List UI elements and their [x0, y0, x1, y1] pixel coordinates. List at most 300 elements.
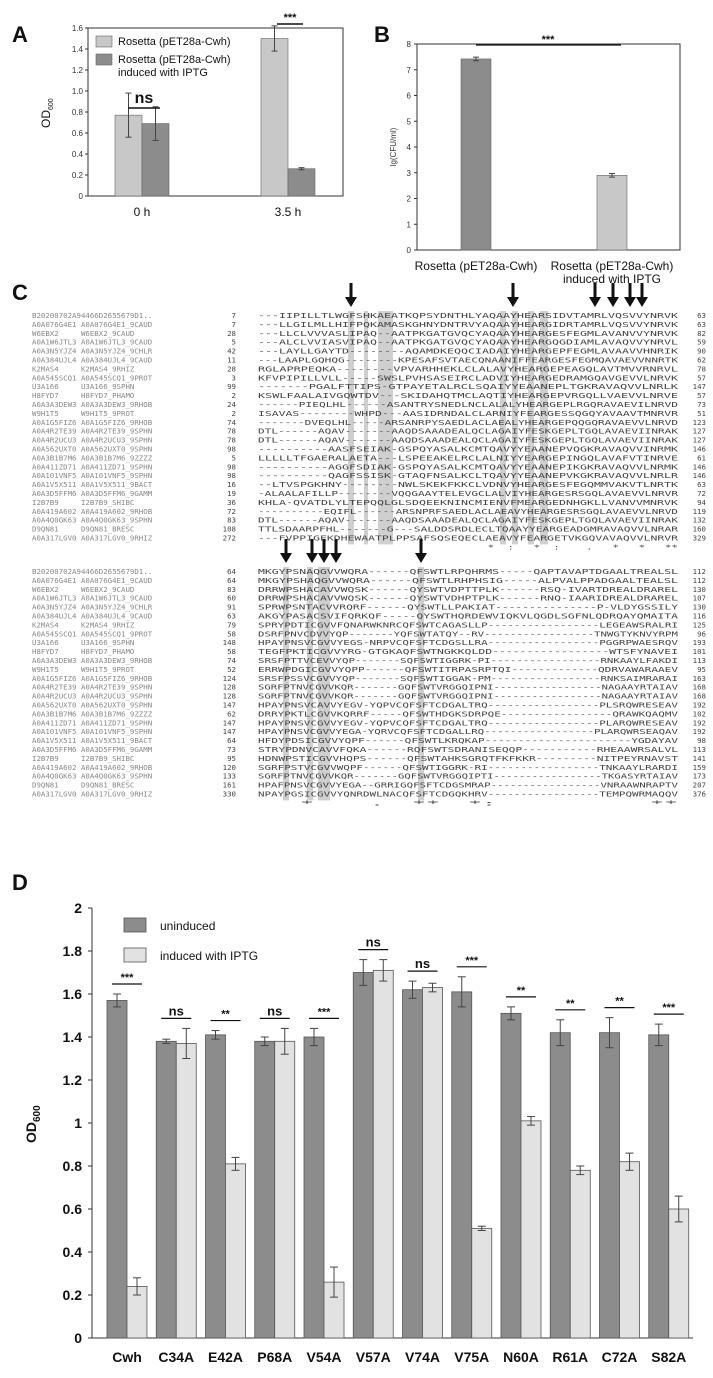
x-category-label: V57A: [355, 1349, 391, 1365]
y-tick-label: 6: [406, 91, 411, 101]
x-category-label: C72A: [601, 1349, 638, 1365]
alignment-start-position: 95: [227, 753, 236, 763]
x-category-label: E42A: [207, 1349, 244, 1365]
y-tick-label: 0: [74, 1330, 82, 1346]
significance-label: ***: [283, 12, 297, 24]
alignment-start-position: 7: [231, 319, 236, 329]
arrow-indicator-head: [345, 297, 357, 307]
alignment-sequence-id: A0A1V5X511 A0A1V5X511_9BACT: [32, 736, 153, 746]
alignment-start-position: 147: [222, 700, 236, 710]
alignment-end-position: 62: [697, 355, 706, 365]
alignment-end-position: 159: [692, 762, 706, 772]
y-tick-label: 0.2: [62, 1287, 82, 1303]
alignment-consensus: * . ** *: **: [258, 798, 678, 808]
alignment-sequence-id: A0A384UJL4 A0A384UJL4_9CAUD: [32, 611, 153, 621]
alignment-sequence-id: A0A101VNF5 A0A101VNF5_9SPHN: [32, 471, 153, 481]
alignment-end-position: 132: [692, 515, 706, 525]
panel-label-b: B: [374, 22, 390, 47]
alignment-sequence: SRSFPTTVCEVVYQP-------SQFSWTIGGRK-PI-----------------RNKAAYLFAKDI: [258, 656, 678, 665]
alignment-sequence: ---ALCLVVIASVIPAQ--AATPKGATGVQCYAQAAYHEARGQGDIAMLAVAQVVYNRVL: [258, 337, 679, 347]
alignment-end-position: 63: [697, 319, 706, 329]
alignment-sequence: KFVPIPILLVLL-----SWSLPVHSASEIRCLADVIYHEARGEDRAMGQAVGEVVLNRVK: [258, 373, 679, 383]
x-category-label: V75A: [454, 1349, 490, 1365]
alignment-sequence-id: A0A545SCQ1 A0A545SCQ1_9PROT: [32, 373, 153, 383]
alignment-sequence-id: A0A3D5FFM6 A0A3D5FFM6_9GAMM: [32, 745, 153, 754]
alignment-sequence: HPAYPNSVCGVVYEGA-YQRVCQFSFTCDGALLRQ-----------------PLARQWRSEAQAV: [258, 727, 679, 737]
alignment-sequence-id: A0A1W6JTL3 A0A1W6JTL3_9CAUD: [32, 337, 153, 347]
alignment-sequence-id: A0A4R2TE39 A0A4R2TE39_9SPHN: [32, 426, 153, 436]
y-axis-label-main: OD: [23, 1122, 39, 1143]
y-tick-label: 0: [406, 246, 411, 255]
alignment-end-position: 63: [697, 480, 706, 490]
alignment-start-position: 5: [231, 337, 236, 347]
alignment-sequence: ---LAAPLGQHQG--------KPESAFSVTAECQNAANIFFEARGESFEGMQAVAEVVNNRTK: [258, 355, 679, 365]
y-tick-label: 0.8: [71, 108, 83, 117]
alignment-sequence-id: A0A411ZD71 A0A411ZD71_9SPHN: [32, 718, 153, 728]
legend-label: Rosetta (pET28a-Cwh): [118, 36, 231, 48]
alignment-sequence-id: A0A101VNF5 A0A101VNF5_9SPHN: [32, 727, 153, 737]
alignment-sequence: SGRFPTNVCGVVKQR-------GQFSWTVRGGQIPNI-----------------NAGAAYRTAIAV: [258, 682, 679, 692]
panel-b-chart: [389, 34, 680, 286]
bar: [255, 1041, 275, 1338]
alignment-sequence: ----------AASFSEIAK-GSPQYASALKCMTQAVYYEAANEPVQGKRAVAQVVINRMK: [258, 444, 679, 454]
alignment-sequence-id: A0A1V5X511 A0A1V5X511_9BACT: [32, 480, 153, 490]
alignment-sequence: SPRYPDTICGVVFQNARWKNRCQFSWTCAGASLLP-----------------LEGEAWSRALRI: [258, 620, 678, 630]
panel-a-chart: [39, 12, 343, 219]
alignment-start-position: 78: [227, 426, 236, 436]
y-axis-label: [39, 98, 55, 128]
alignment-start-position: 64: [227, 567, 236, 576]
x-category-label: 0 h: [133, 205, 151, 219]
significance-label: **: [615, 995, 624, 1008]
panel-label-d: D: [12, 870, 28, 895]
alignment-start-position: 108: [222, 524, 236, 534]
alignment-start-position: 120: [222, 762, 236, 772]
alignment-sequence: DRRYPKTLCGVVKQRRF-----QFSWTHDGKSDRPQE-----------------QRAWKQAQMV: [258, 709, 679, 719]
alignment-sequence-id: A0A4R2TE39 A0A4R2TE39_9SPHN: [32, 682, 153, 692]
alignment-sequence: STRYPDNVCAVVFQKA------RQFSWTSDRANISEQQP-----------RHEAAWRSALVL: [258, 745, 679, 754]
alignment-end-position: 51: [697, 408, 706, 418]
x-category-label: Cwh: [112, 1349, 142, 1365]
arrow-indicator-head: [607, 297, 619, 307]
alignment-start-position: 99: [227, 382, 236, 392]
alignment-end-position: 113: [692, 745, 706, 754]
y-axis-label-sub: 600: [48, 98, 55, 110]
bar: [620, 1162, 640, 1338]
bar: [550, 1033, 570, 1338]
panel-label-c: C: [12, 280, 28, 305]
alignment-start-position: 52: [227, 664, 236, 674]
x-category-label: C34A: [158, 1349, 195, 1365]
alignment-end-position: 102: [692, 709, 706, 719]
alignment-end-position: 112: [692, 567, 706, 576]
alignment-end-position: 78: [697, 364, 706, 374]
alignment-end-position: 127: [692, 435, 706, 445]
y-tick-label: 0: [78, 192, 83, 201]
arrow-indicator-head: [589, 297, 601, 307]
y-tick-label: 1.2: [62, 1072, 82, 1088]
bar: [288, 169, 315, 196]
alignment-end-position: 147: [692, 382, 706, 392]
alignment-start-position: 330: [222, 789, 236, 799]
alignment-sequence: ERRWPDGICGVVYQPP------QFSWTITRPASRPTQI-------------QDRVAWARAAEV: [258, 664, 679, 674]
alignment-end-position: 113: [692, 656, 706, 665]
alignment-sequence: KHLA-QVATDLYLTEPQQLGLSDQEEKNINCMIENVFMEARGEDNHGKLLVANVVMNRVK: [258, 497, 679, 507]
alignment-start-position: 60: [227, 593, 236, 603]
y-tick-label: 0.4: [71, 150, 83, 159]
alignment-sequence: HPAFPNSVCGVVYEGA--GRRIGQFSFTCDGSMRAP-----------------VNRAAWNRAPTV: [258, 780, 679, 790]
alignment-sequence-id: K2MAS4 K2MAS4_9RHIZ: [32, 620, 135, 630]
bar: [261, 39, 288, 197]
bar: [156, 1041, 176, 1338]
alignment-sequence-id: A0A562UXT0 A0A562UXT0_9SPHN: [32, 700, 153, 710]
alignment-end-position: 163: [692, 673, 706, 683]
alignment-sequence: HFDYPDSICGVVYQPF------QFSWTLKRQKAP----------------------YGDAYAV: [258, 736, 679, 746]
alignment-end-position: 146: [692, 471, 706, 481]
alignment-sequence-id: U3A166 U3A166_9SPHN: [32, 638, 135, 648]
significance-label: ***: [120, 972, 134, 984]
alignment-end-position: 160: [692, 524, 706, 534]
alignment-end-position: 82: [697, 328, 706, 338]
alignment-sequence-id: A0A419A602 A0A419A602_9RHOB: [32, 762, 153, 772]
alignment-end-position: 123: [692, 417, 706, 427]
alignment-consensus: * : * : . * * **: [258, 542, 678, 552]
alignment-sequence: ---FVPPIGEKDHEWAATPLPPSAFSQSEQECLAEAVYFEARGETVKGQVAVAQVVLNRVR: [258, 533, 679, 543]
alignment-sequence: AKGYPASACSVIFQRKQF-----QYSWTHQRDEWVIQKVLQGDLSGFNLQDRQAYQMAITA: [258, 611, 679, 621]
alignment-end-position: 193: [692, 638, 706, 648]
alignment-sequence: -------DVEQLHL-----ARSANRPYSAEDLACLAEALYHEARGEPQQGQRAVAEVVLNRVD: [258, 417, 678, 427]
alignment-end-position: 116: [692, 611, 706, 621]
alignment-sequence-id: A0A317LGV0 A0A317LGV0_9RHIZ: [32, 789, 153, 799]
alignment-sequence-id: W9H1T5 W9H1T5_9PROT: [32, 408, 135, 418]
y-tick-label: 1.6: [71, 24, 83, 33]
alignment-sequence: DRRWPSHACAVVWQSK------QYSWTVDPTTPLK------RSQ-IVARTDREALDRAREL: [258, 584, 679, 594]
significance-label: **: [565, 997, 575, 1010]
y-axis-label: lg(CFU/ml): [389, 127, 398, 167]
alignment-sequence: LLLLLTFGAERALAETA---LSPEEAKELRCLALNIYYEARGEPINGQLAVAFVTINRVE: [258, 453, 678, 463]
alignment-sequence: TEGFPKTICGVVYRG-GTGKAQFSWTNGKKQLDD-----------------WTSFYNAVEI: [258, 647, 678, 657]
y-tick-label: 7: [406, 65, 411, 75]
bar: [600, 1033, 620, 1338]
bar: [521, 1121, 541, 1338]
alignment-end-position: 146: [692, 444, 706, 454]
significance-label: ***: [541, 34, 555, 46]
alignment-end-position: 72: [697, 489, 706, 498]
y-tick-label: 4: [406, 143, 411, 152]
x-category-label: Rosetta (pET28a-Cwh): [414, 259, 538, 273]
alignment-sequence-id: I2B7B9 I2B7B9_SHIBC: [32, 497, 135, 507]
alignment-sequence: ----------AGGFSDIAK-GSPQYASALKCMTQAVYYEAANEPIKGKRAVAQVVLNRMK: [258, 462, 679, 472]
alignment-sequence-id: A0A4Q0GK63 A0A4Q0GK63_9SPHN: [32, 771, 153, 781]
arrow-indicator-head: [624, 297, 636, 307]
alignment-end-position: 146: [692, 462, 706, 472]
alignment-sequence: -------PGALFTTIPS-GTPAYETALRCLSQAIYYEAANEPLTGKRAVAQVVLNRLK: [258, 382, 679, 392]
y-tick-label: 0.6: [62, 1201, 82, 1217]
alignment-sequence-id: A0A1W6JTL3 A0A1W6JTL3_9CAUD: [32, 593, 153, 603]
alignment-sequence-id: I2B7B9 I2B7B9_SHIBC: [32, 753, 135, 763]
arrow-indicator-head: [330, 553, 342, 563]
y-tick-label: 1.0: [71, 87, 83, 96]
alignment-sequence-id: D9QN81 D9QN81_BRESC: [32, 780, 135, 790]
alignment-end-position: 98: [697, 736, 706, 746]
alignment-end-position: 329: [692, 533, 706, 543]
alignment-start-position: 78: [227, 435, 236, 445]
alignment-start-position: 74: [227, 417, 236, 427]
alignment-sequence: ------PIEQLHL------ASANTRYSNEDLNCLALALYHEARGEPLRGQRAVAEVILNRVD: [258, 400, 678, 409]
alignment-start-position: 11: [227, 355, 236, 365]
alignment-sequence: SGRFPSTVCGVVWQPF------QFSWTIGGRK-RI-----------------TNKAAYLRARDI: [258, 762, 678, 772]
alignment-sequence: MKGYPSHAQGVVWQRA------QFSWTLRHPHSIG-----ALPVALPPADGAALTEALSL: [258, 575, 679, 585]
legend-label: induced with IPTG: [118, 67, 208, 79]
alignment-sequence-id: H8FYD7 H8FYD7_PHAMO: [32, 647, 135, 657]
alignment-start-position: 74: [227, 656, 236, 665]
alignment-end-position: 59: [697, 337, 706, 347]
alignment-end-position: 73: [697, 400, 706, 409]
x-category-label: S82A: [651, 1349, 687, 1365]
alignment-sequence-id: D9QN81 D9QN81_BRESC: [32, 524, 135, 534]
alignment-start-position: 58: [227, 629, 236, 639]
alignment-end-position: 107: [692, 593, 706, 603]
alignment-sequence-id: A0A4R2UCU3 A0A4R2UCU3_9SPHN: [32, 435, 153, 445]
alignment-end-position: 141: [692, 753, 706, 763]
arrow-indicator-head: [415, 553, 427, 563]
alignment-end-position: 192: [692, 718, 706, 728]
bar: [452, 992, 472, 1338]
significance-label: ns: [134, 90, 154, 107]
alignment-sequence: DRRWPSHACAVVWQSK------QYSWTVDHPTPLK------RNQ-IAARIDREALDRAREL: [258, 593, 679, 603]
alignment-start-position: 2: [231, 408, 236, 418]
alignment-end-position: 192: [692, 700, 706, 710]
alignment-sequence-id: U3A166 U3A166_9SPHN: [32, 382, 135, 392]
x-category-label: V74A: [404, 1349, 441, 1365]
significance-label: ***: [465, 954, 479, 967]
alignment-sequence: ---IIPILLTLWGFSHKAEATKQPSYDNTHLYAQAAYHEARSIDVTAMRLVQSVVYNRVK: [258, 311, 679, 320]
bar: [501, 1013, 521, 1338]
alignment-end-position: 125: [692, 620, 706, 630]
alignment-start-position: 272: [222, 533, 236, 543]
y-axis-label: [23, 1105, 43, 1143]
alignment-start-position: 64: [227, 575, 236, 585]
bar: [206, 1035, 226, 1338]
alignment-sequence: ----------QAGFSSISK-GTAQFNSALKCLTQAVYYEAANEPVKGKRAVAQVVLNRLR: [258, 471, 679, 481]
alignment-sequence: -ALAALAFILLP--------VQQGAAYTELEVGCLALVIYHEARGESRSGQLAVAEVVLNRVR: [258, 489, 679, 498]
legend-label: Rosetta (pET28a-Cwh): [118, 54, 231, 66]
alignment-sequence-id: A0A3D5FFM6 A0A3D5FFM6_9GAMM: [32, 489, 153, 498]
alignment-start-position: 83: [227, 584, 236, 594]
x-category-label: R61A: [552, 1349, 589, 1365]
alignment-end-position: 192: [692, 727, 706, 737]
alignment-end-position: 168: [692, 682, 706, 692]
x-category-label: 3.5 h: [274, 205, 302, 219]
arrow-indicator-head: [306, 553, 318, 563]
alignment-start-position: 7: [231, 311, 236, 320]
alignment-start-position: 133: [222, 771, 236, 781]
alignment-end-position: 61: [697, 453, 706, 463]
alignment-end-position: 101: [692, 647, 706, 657]
alignment-sequence: SGRFPTNVCGVVKQR-------GQFSWTVRGGQIPNI-----------------NAGAAYRTAIAV: [258, 691, 679, 701]
alignment-sequence: HPAYPNSVCGVVYEGS-NRPVCQFSFTCDGSLLRA-----------------PGGRPWAESRQV: [258, 638, 679, 648]
y-tick-label: 2: [74, 900, 82, 916]
bar: [226, 1164, 246, 1338]
significance-label: **: [516, 984, 526, 997]
alignment-end-position: 173: [692, 771, 706, 781]
alignment-sequence: SRSFPSSVCGVVYQP-------SQFSWTIGGAK-PM-----------------RNKSAIMRARAI: [258, 673, 678, 683]
alignment-sequence: ISAVAS--------WHPD---AASIDRNDALCLARNIYFEARGESSQGQYAVAAVTMNRVR: [258, 408, 679, 418]
alignment-sequence: SPRWPSNTACVVRQRF------QYSWTLLPAKIAT---------------P-VLDYGSSILY: [258, 602, 679, 612]
legend-label: induced with IPTG: [160, 949, 259, 963]
x-category-label: P68A: [257, 1349, 293, 1365]
arrow-indicator-head: [636, 297, 648, 307]
alignment-start-position: 24: [227, 400, 236, 409]
y-tick-label: 1.4: [71, 45, 83, 54]
alignment-end-position: 127: [692, 426, 706, 436]
legend-swatch: [124, 948, 146, 962]
alignment-sequence-id: A0A1G5FIZ6 A0A1G5FIZ6_9RHOB: [32, 673, 153, 683]
alignment-sequence-id: A0A1G5FIZ6 A0A1G5FIZ6_9RHOB: [32, 417, 153, 427]
alignment-start-position: 16: [227, 480, 236, 490]
alignment-start-position: 63: [227, 611, 236, 621]
alignment-sequence-id: A0A4Q0GK63 A0A4Q0GK63_9SPHN: [32, 515, 153, 525]
alignment-sequence-id: A0A317LGV0 A0A317LGV0_9RHIZ: [32, 533, 153, 543]
x-category-label: N60A: [503, 1349, 539, 1365]
alignment-start-position: 148: [222, 638, 236, 648]
alignment-start-position: 79: [227, 620, 236, 630]
legend-swatch: [124, 918, 146, 932]
alignment-sequence-id: B20200702A94466D2655679D1..: [32, 567, 153, 576]
alignment-sequence-id: A0A411ZD71 A0A411ZD71_9SPHN: [32, 462, 153, 472]
alignment-start-position: 124: [222, 673, 236, 683]
alignment-sequence-id: A0A3B1B7M6 A0A3B1B7M6_9ZZZZ: [32, 709, 153, 719]
alignment-start-position: 36: [227, 497, 236, 507]
alignment-start-position: 62: [227, 709, 236, 719]
alignment-start-position: 28: [227, 328, 236, 338]
alignment-end-position: 112: [692, 575, 706, 585]
alignment-end-position: 130: [692, 584, 706, 594]
alignment-sequence-id: A0A562UXT0 A0A562UXT0_9SPHN: [32, 444, 153, 454]
bar: [403, 990, 423, 1338]
alignment-sequence-id: W9H1T5 W9H1T5_9PROT: [32, 664, 135, 674]
y-tick-label: 1.6: [62, 986, 82, 1002]
alignment-sequence-id: K2MAS4 K2MAS4_9RHIZ: [32, 364, 135, 374]
legend-swatch: [96, 54, 112, 65]
panel-label-a: A: [12, 22, 28, 47]
alignment-sequence: --LTVSPGKHNY--------NWLSKEKFKKCLVDNVYHEARGESFEGQMMVAKVTLNRTK: [258, 480, 679, 490]
bar: [669, 1209, 689, 1338]
alignment-start-position: 147: [222, 727, 236, 737]
alignment-start-position: 161: [222, 780, 236, 790]
alignment-end-position: 94: [697, 497, 706, 507]
alignment-end-position: 57: [697, 373, 706, 383]
bar: [461, 59, 491, 250]
y-tick-label: 1.8: [62, 943, 82, 959]
alignment-sequence: MKGYPSNAQGVVWQRA------QFSWTLRPQHRMS-----QAPTAVAPTDGAALTREALSL: [258, 567, 679, 576]
panel-c-alignment: [32, 283, 707, 807]
alignment-start-position: 73: [227, 745, 236, 754]
alignment-sequence-id: A0A3A3DEW3 A0A3A3DEW3_9RHOB: [32, 656, 153, 665]
alignment-start-position: 128: [222, 682, 236, 692]
arrow-indicator-head: [507, 297, 519, 307]
bar: [176, 1043, 196, 1338]
y-tick-label: 1: [74, 1115, 82, 1131]
x-category-label: Rosetta (pET28a-Cwh): [550, 259, 674, 273]
alignment-start-position: 147: [222, 718, 236, 728]
plot-frame: [417, 44, 680, 250]
y-tick-label: 2: [406, 194, 411, 204]
bar: [304, 1037, 324, 1338]
alignment-sequence-id: A0A3B1B7M6 A0A3B1B7M6_9ZZZZ: [32, 453, 153, 463]
arrow-indicator-head: [318, 553, 330, 563]
alignment-sequence: DTL------AQAV-------AAQDSAAADEALQCLAGAIYFESKGEPLTGQLAVAEVIINRAK: [258, 435, 679, 445]
y-tick-label: 0.2: [71, 171, 83, 180]
alignment-sequence-id: A0A4R2UCU3 A0A4R2UCU3_9SPHN: [32, 691, 153, 701]
y-tick-label: 0.8: [62, 1158, 82, 1174]
significance-label: ns: [267, 1003, 283, 1019]
alignment-sequence-id: A0A076G4E1 A0A076G4E1_9CAUD: [32, 319, 153, 329]
bar: [597, 175, 627, 250]
y-tick-label: 1: [406, 220, 411, 230]
alignment-sequence-id: A0A545SCQ1 A0A545SCQ1_9PROT: [32, 629, 153, 639]
x-category-label: V54A: [306, 1349, 342, 1365]
alignment-end-position: 63: [697, 311, 706, 320]
y-tick-label: 0.4: [62, 1244, 82, 1260]
alignment-sequence: DTL------AQAV-------AAQDSAAADEALQCLAGAIYFESKGEPLTGQLAVAEVIINRAK: [258, 426, 679, 436]
y-tick-label: 3: [406, 168, 411, 178]
alignment-start-position: 3: [231, 373, 236, 383]
alignment-start-position: 98: [227, 462, 236, 472]
legend-label: uninduced: [160, 919, 216, 933]
alignment-end-position: 119: [692, 506, 706, 516]
alignment-sequence: SGRFPTNVCGVVKQR-------GQFSWTVRGGQIPTI-----------------TKGASYRTAIAV: [258, 771, 679, 781]
alignment-sequence-id: A0A076G4E1 A0A076G4E1_9CAUD: [32, 575, 153, 585]
significance-label: ***: [662, 1002, 676, 1015]
panel-d-chart: [23, 900, 693, 1365]
alignment-sequence: HPAYPNSVCAVVYEGV-YQPVCQFSFTCDGALTRQ-----------------PLSRQWRESEAV: [258, 700, 679, 710]
alignment-start-position: 42: [227, 346, 236, 356]
alignment-sequence: NPAYPGSICGVVYQNRDWLNACQFSFTCDGQKHRV-----------------TEMPQWRMAQQV: [258, 789, 679, 799]
alignment-sequence-id: A0A384UJL4 A0A384UJL4_9CAUD: [32, 355, 153, 365]
significance-label: ns: [168, 1003, 184, 1019]
alignment-start-position: 98: [227, 471, 236, 481]
alignment-sequence: ---LAYLLGAYTD--------AQAMDKEQQCIADAIYHEARGEPFEGMLAVAAVVHNRIK: [258, 346, 679, 356]
alignment-end-position: 96: [697, 629, 706, 639]
alignment-sequence: HDNWPSTICGVVHQPS------QFSWTAHKSGRQTFKFKKR---------NITPEYRNAVST: [258, 753, 679, 763]
alignment-sequence-id: A0A3N5YJZ4 A0A3N5YJZ4_9CHLR: [32, 346, 153, 356]
alignment-start-position: 19: [227, 489, 236, 498]
alignment-sequence: RGLAPRPEQKA--------VPVARHHEKLCLALAVYHEARGEPEAGQLAVTMVVRNRVL: [258, 364, 679, 374]
alignment-end-position: 95: [697, 664, 706, 674]
arrow-indicator-head: [280, 553, 292, 563]
alignment-sequence-id: W6EBX2 W6EBX2_9CAUD: [32, 328, 135, 338]
alignment-end-position: 376: [692, 789, 706, 799]
alignment-sequence: TTLSDAARPFHL-------G---SALDDSRDLECLTQAAYYEARGEADGMRAVAQVVLNRAR: [258, 524, 679, 534]
alignment-start-position: 28: [227, 364, 236, 374]
legend-swatch: [96, 36, 112, 47]
alignment-end-position: 168: [692, 691, 706, 701]
y-axis-label-main: OD: [39, 110, 53, 128]
bar: [373, 970, 393, 1338]
bar: [275, 1041, 295, 1338]
alignment-sequence: ----------EQIFL------ARSNPRFSAEDLACLAEAVYHEARGESRSGQLAVAEVVLNRVD: [258, 506, 678, 516]
y-axis-label-sub: 600: [32, 1105, 43, 1122]
alignment-start-position: 98: [227, 444, 236, 454]
x-category-label: induced with IPTG: [562, 272, 662, 286]
alignment-sequence: ---LLCLVVVASLIPAQ--AATPKGATGVQCYAQAAYHEARGESFEGMLAVANVVYNRVK: [258, 328, 679, 338]
y-tick-label: 0.6: [71, 129, 83, 138]
alignment-start-position: 2: [231, 391, 236, 401]
y-tick-label: 1.4: [62, 1029, 82, 1045]
alignment-sequence-id: A0A3N5YJZ4 A0A3N5YJZ4_9CHLR: [32, 602, 153, 612]
alignment-end-position: 207: [692, 780, 706, 790]
